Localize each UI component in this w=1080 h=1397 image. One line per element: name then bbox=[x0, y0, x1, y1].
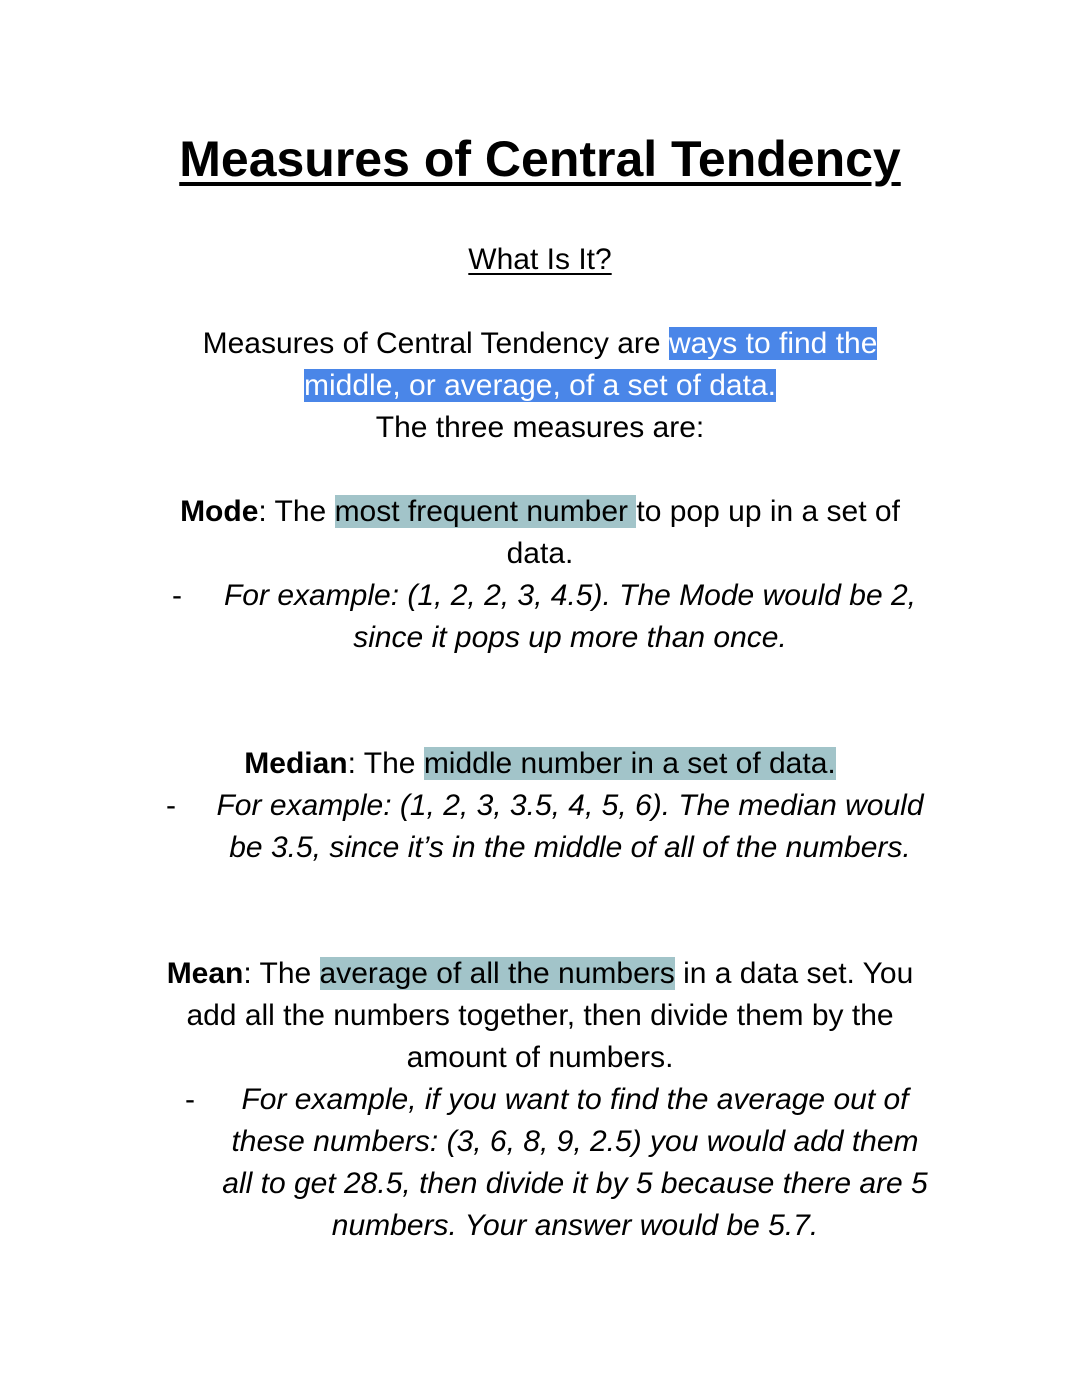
mean-rest: in a data set. You bbox=[674, 957, 914, 990]
mean-example-line-2: these numbers: (3, 6, 8, 9, 2.5) you would add them bbox=[231, 1125, 919, 1158]
mean-line-3: amount of numbers. bbox=[406, 1041, 674, 1074]
intro-highlight-1: ways to find the bbox=[668, 327, 878, 360]
median-example bbox=[180, 785, 960, 869]
mode-term: Mode bbox=[180, 495, 259, 528]
mean-colon: : The bbox=[243, 957, 320, 990]
mode-example-line-2: since it pops up more than once. bbox=[353, 621, 787, 654]
median-colon: : The bbox=[347, 747, 424, 780]
mode-colon: : The bbox=[258, 495, 335, 528]
median-term: Median bbox=[244, 747, 348, 780]
page-title: Measures of Central Tendency bbox=[179, 131, 901, 187]
mode-highlight: most frequent number bbox=[334, 495, 637, 528]
intro-line-2 bbox=[130, 365, 950, 407]
mean-term: Mean bbox=[166, 957, 244, 990]
intro-line-1 bbox=[130, 323, 950, 365]
mode-line-2: data. bbox=[506, 537, 574, 570]
mean-example-line-1: For example, if you want to find the average out of bbox=[241, 1083, 909, 1116]
median-bullet: - bbox=[166, 789, 176, 822]
median-highlight: middle number in a set of data. bbox=[423, 747, 836, 780]
median-line-1 bbox=[130, 743, 950, 785]
mean-line-2: add all the numbers together, then divide them by the bbox=[186, 999, 894, 1032]
intro-paragraph bbox=[130, 323, 950, 449]
mode-line-1 bbox=[130, 491, 950, 533]
mean-definition bbox=[130, 953, 950, 1079]
mean-bullet: - bbox=[185, 1083, 195, 1116]
section-heading: What Is It? bbox=[468, 243, 612, 276]
mean-line-1 bbox=[130, 953, 950, 995]
mode-bullet: - bbox=[172, 579, 182, 612]
mode-rest: to pop up in a set of bbox=[636, 495, 900, 528]
mode-definition bbox=[130, 491, 950, 575]
mean-example-line-3: all to get 28.5, then divide it by 5 because there are 5 bbox=[222, 1167, 928, 1200]
median-example-line-2: be 3.5, since it’s in the middle of all of the numbers. bbox=[229, 831, 911, 864]
median-example-line-1: For example: (1, 2, 3, 3.5, 4, 5, 6). The median would bbox=[216, 789, 924, 822]
mean-highlight: average of all the numbers bbox=[319, 957, 675, 990]
mean-example bbox=[185, 1079, 965, 1247]
mode-example bbox=[190, 575, 950, 659]
intro-highlight-2: middle, or average, of a set of data. bbox=[304, 369, 776, 402]
mean-example-line-4: numbers. Your answer would be 5.7. bbox=[331, 1209, 819, 1242]
intro-prefix: Measures of Central Tendency are bbox=[202, 327, 669, 360]
intro-line-3: The three measures are: bbox=[375, 411, 705, 444]
mode-example-line-1: For example: (1, 2, 2, 3, 4.5). The Mode would be 2, bbox=[223, 579, 917, 612]
median-definition bbox=[130, 743, 950, 785]
